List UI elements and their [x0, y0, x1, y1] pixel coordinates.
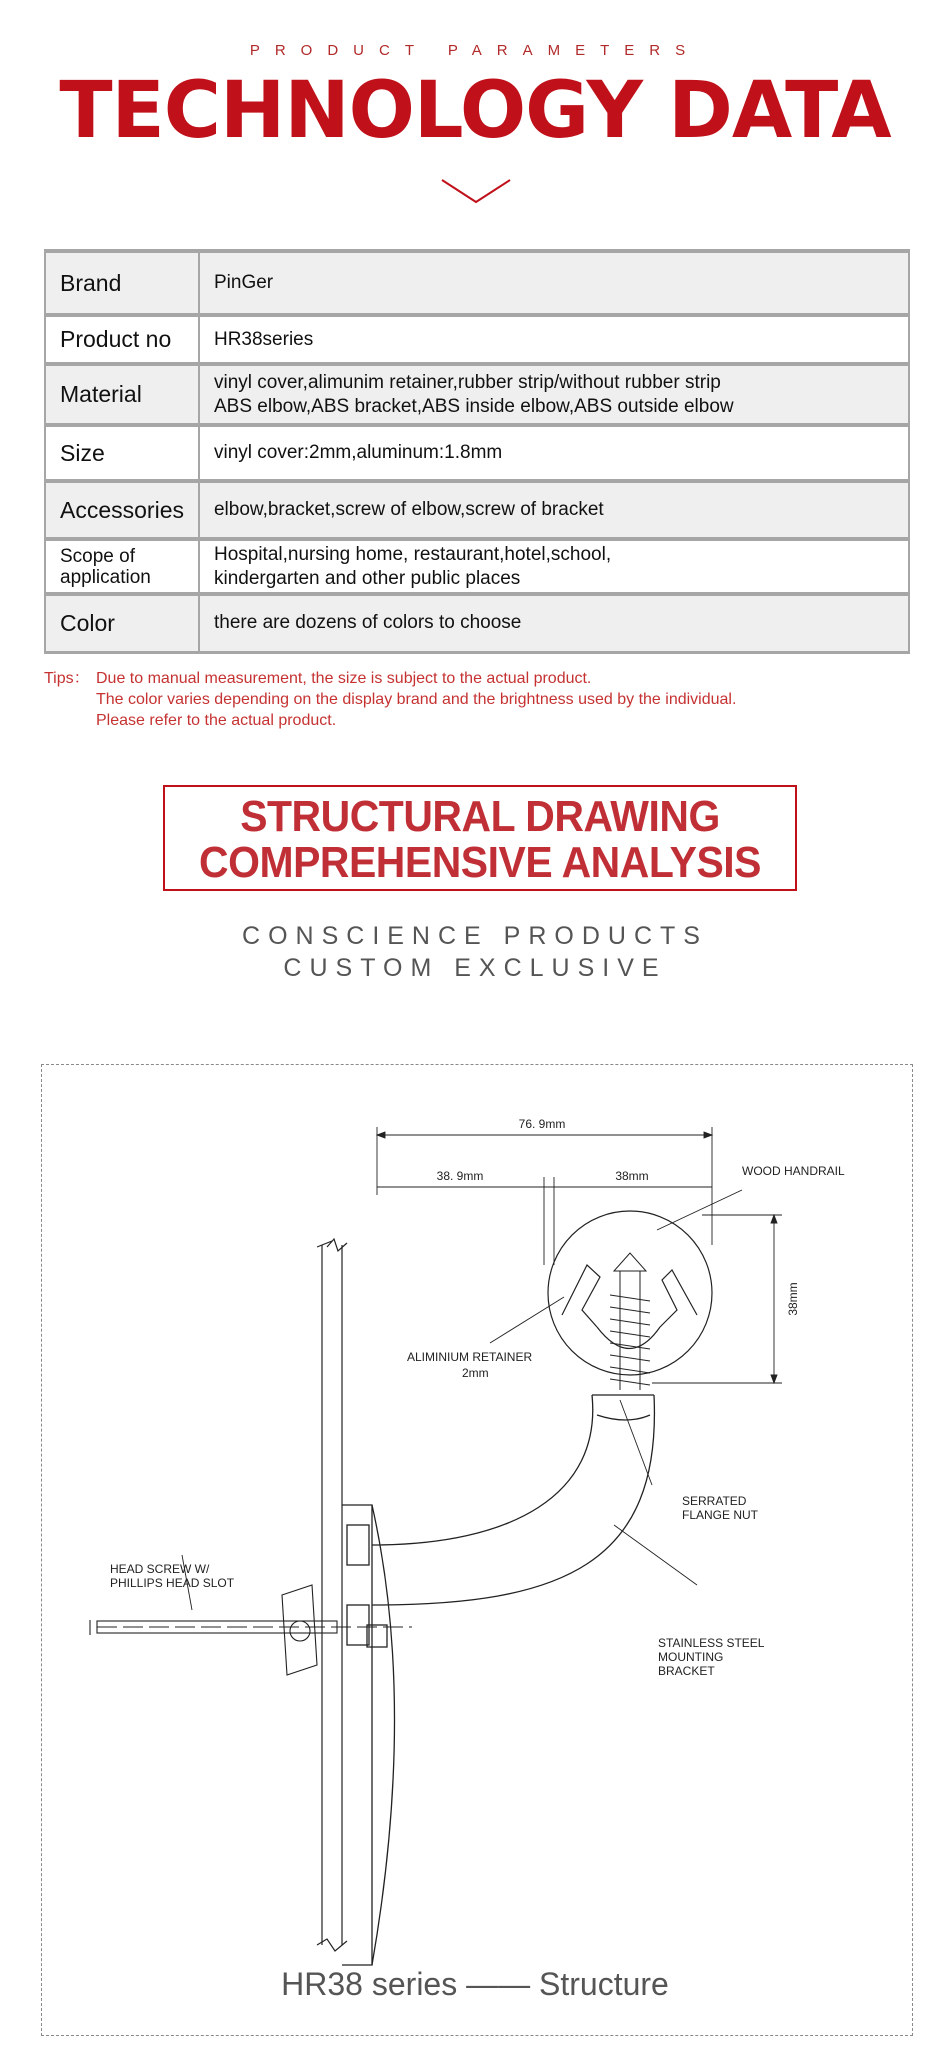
- table-row: [45, 425, 909, 481]
- spec-value: PinGer: [199, 251, 909, 315]
- tips-label: Tips：: [44, 670, 90, 687]
- spec-label: Size: [45, 425, 199, 481]
- spec-value: vinyl cover:2mm,aluminum:1.8mm: [199, 425, 909, 481]
- table-row: [45, 539, 909, 594]
- retainer-size-label: 2mm: [462, 1366, 489, 1380]
- dim-left-label: 38. 9mm: [436, 1169, 484, 1183]
- spec-label: [45, 539, 199, 594]
- slogan: [0, 920, 950, 984]
- table-row: [45, 315, 909, 364]
- handrail-screw: [610, 1253, 650, 1390]
- mounting-bracket: [342, 1395, 654, 1965]
- spec-value: HR38series: [199, 315, 909, 364]
- spec-value-line: kindergarten and other public places: [213, 567, 521, 589]
- spec-value: [199, 364, 909, 425]
- tips-line: The color varies depending on the display brand and the brightness used by the individual.: [96, 691, 737, 708]
- retainer-label: ALIMINIUM RETAINER: [407, 1350, 533, 1364]
- spec-label-line: Scope of: [60, 545, 135, 567]
- slogan-line: CUSTOM EXCLUSIVE: [283, 954, 667, 982]
- tips-line: Due to manual measurement, the size is subject to the actual product.: [96, 670, 592, 687]
- tips-line: Please refer to the actual product.: [96, 712, 337, 729]
- table-row: [45, 481, 909, 539]
- wood-handrail-label: WOOD HANDRAIL: [742, 1164, 845, 1178]
- table-row: [45, 594, 909, 652]
- spec-value: [199, 539, 909, 594]
- dim-right-label: 38mm: [615, 1169, 649, 1183]
- wall: [317, 1239, 347, 1951]
- head-screw-label: PHILLIPS HEAD SLOT: [110, 1576, 235, 1590]
- flange-nut-label: SERRATED: [682, 1494, 747, 1508]
- table-row: [45, 251, 909, 315]
- chevron-down-icon: [440, 176, 512, 206]
- drawing-caption: HR38 series —— Structure: [281, 1966, 669, 2002]
- dim-height-label: 38mm: [786, 1282, 800, 1316]
- spec-value-line: ABS elbow,ABS bracket,ABS inside elbow,ABS outside elbow: [213, 395, 734, 417]
- dimension-lines: [377, 1127, 782, 1383]
- spec-value-line: Hospital,nursing home, restaurant,hotel,school,: [213, 543, 612, 565]
- flange-nut-label: FLANGE NUT: [682, 1508, 759, 1522]
- structure-drawing: [41, 1064, 913, 2036]
- structure-diagram: [42, 1065, 912, 2035]
- spec-label: Brand: [45, 251, 199, 315]
- section-heading-line: STRUCTURAL DRAWING: [240, 792, 720, 841]
- spec-label: Accessories: [45, 481, 199, 539]
- spec-table: [44, 249, 910, 654]
- head-screw-label: HEAD SCREW W/: [110, 1562, 210, 1576]
- wood-handrail: [548, 1211, 712, 1375]
- section-heading-line: COMPREHENSIVE ANALYSIS: [198, 838, 762, 887]
- leader-lines: [182, 1190, 742, 1610]
- spec-label: Product no: [45, 315, 199, 364]
- section-subtitle: PRODUCT PARAMETERS: [249, 42, 701, 59]
- section-heading-box: [163, 785, 797, 891]
- head-screw: [90, 1585, 412, 1675]
- diagram-labels: [110, 1117, 845, 1678]
- bracket-label: MOUNTING: [658, 1650, 724, 1664]
- table-row: [45, 364, 909, 425]
- slogan-line: CONSCIENCE PRODUCTS: [242, 922, 708, 950]
- bracket-label: STAINLESS STEEL: [658, 1636, 765, 1650]
- spec-label: Material: [45, 364, 199, 425]
- spec-value: elbow,bracket,screw of elbow,screw of bracket: [199, 481, 909, 539]
- spec-label: Color: [45, 594, 199, 652]
- spec-value: there are dozens of colors to choose: [199, 594, 909, 652]
- page-title: TECHNOLOGY DATA: [59, 66, 891, 156]
- dim-total-label: 76. 9mm: [518, 1117, 566, 1131]
- spec-label-line: application: [60, 566, 151, 588]
- spec-value-line: vinyl cover,alimunim retainer,rubber strip/without rubber strip: [213, 371, 721, 393]
- bracket-label: BRACKET: [658, 1664, 715, 1678]
